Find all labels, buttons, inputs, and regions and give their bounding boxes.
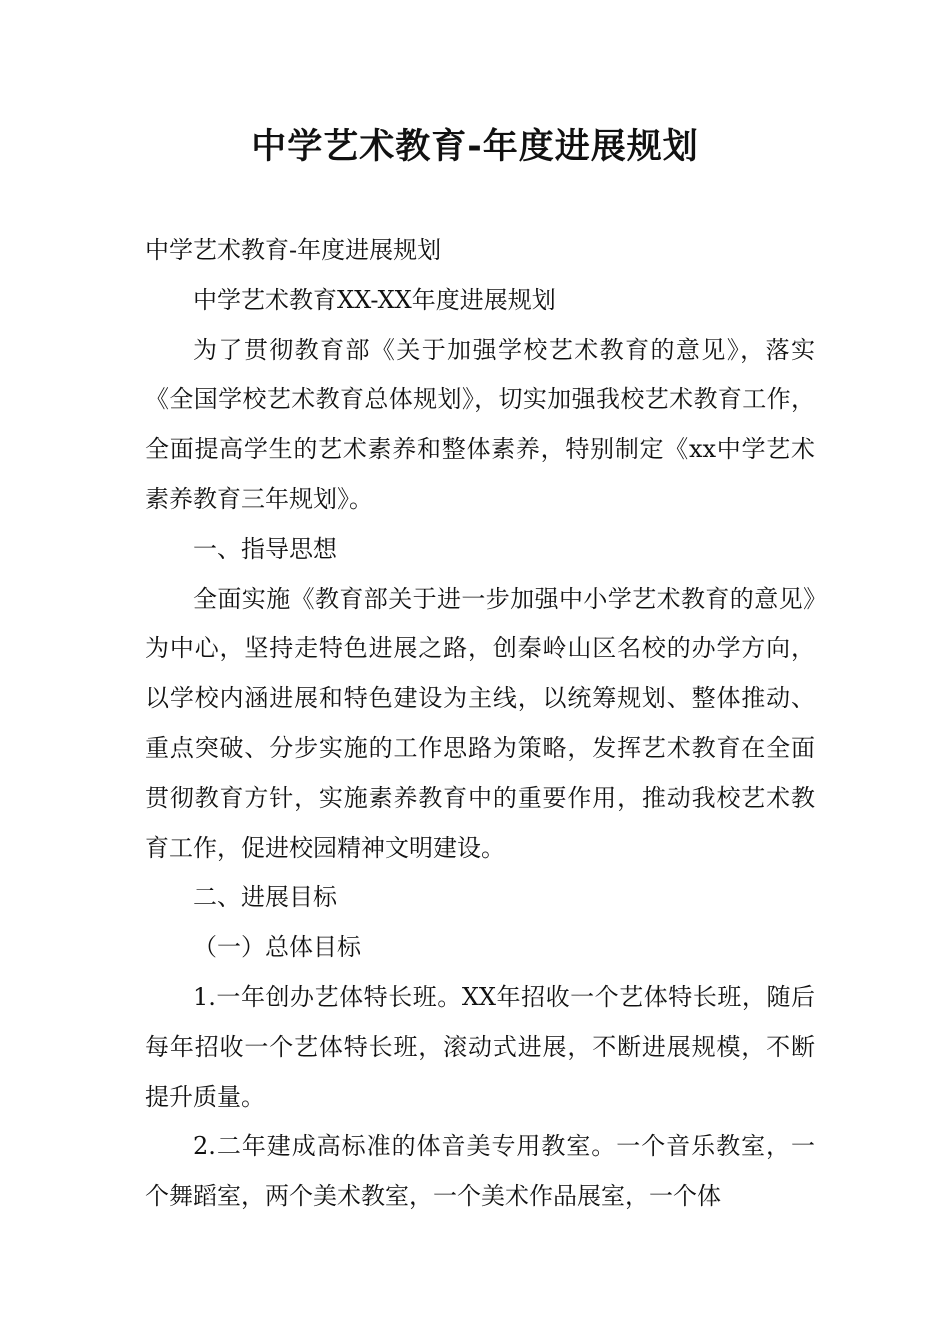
section-heading-guiding-ideology: 一、指导思想	[193, 534, 337, 563]
paragraph-guiding-ideology: 全面实施《教育部关于进一步加强中小学艺术教育的意见》为中心，坚持走特色进展之路，创秦岭山区名校的办学方向，以学校内涵进展和特色建设为主线，以统筹规划、整体推动、重点突破、分步实施的工作思路为策略，发挥艺术教育在全面贯彻教育方针，实施素养教育中的重要作用，推动我校艺术教育工作，促进校园精神文明建设。	[145, 584, 815, 862]
paragraph-goal-1: 1.一年创办艺体特长班。XX年招收一个艺体特长班，随后每年招收一个艺体特长班，滚动式进展，不断进展规模，不断提升质量。	[145, 982, 815, 1111]
paragraph-intro: 为了贯彻教育部《关于加强学校艺术教育的意见》，落实《全国学校艺术教育总体规划》，切实加强我校艺术教育工作，全面提高学生的艺术素养和整体素养，特别制定《xx中学艺术素养教育三年规划》。	[145, 335, 815, 513]
section-heading-goals: 二、进展目标	[193, 883, 337, 912]
paragraph-goal-2: 2.二年建成高标准的体音美专用教室。一个音乐教室，一个舞蹈室，两个美术教室，一个美术作品展室，一个体	[145, 1132, 815, 1211]
subsection-heading-overall-goals: （一）总体目标	[193, 933, 361, 962]
paragraph-subtitle: 中学艺术教育XX-XX年度进展规划	[193, 285, 556, 314]
paragraph-heading-repeat: 中学艺术教育-年度进展规划	[145, 236, 442, 264]
document-body	[145, 226, 815, 1222]
document-title: 中学艺术教育-年度进展规划	[251, 127, 699, 167]
